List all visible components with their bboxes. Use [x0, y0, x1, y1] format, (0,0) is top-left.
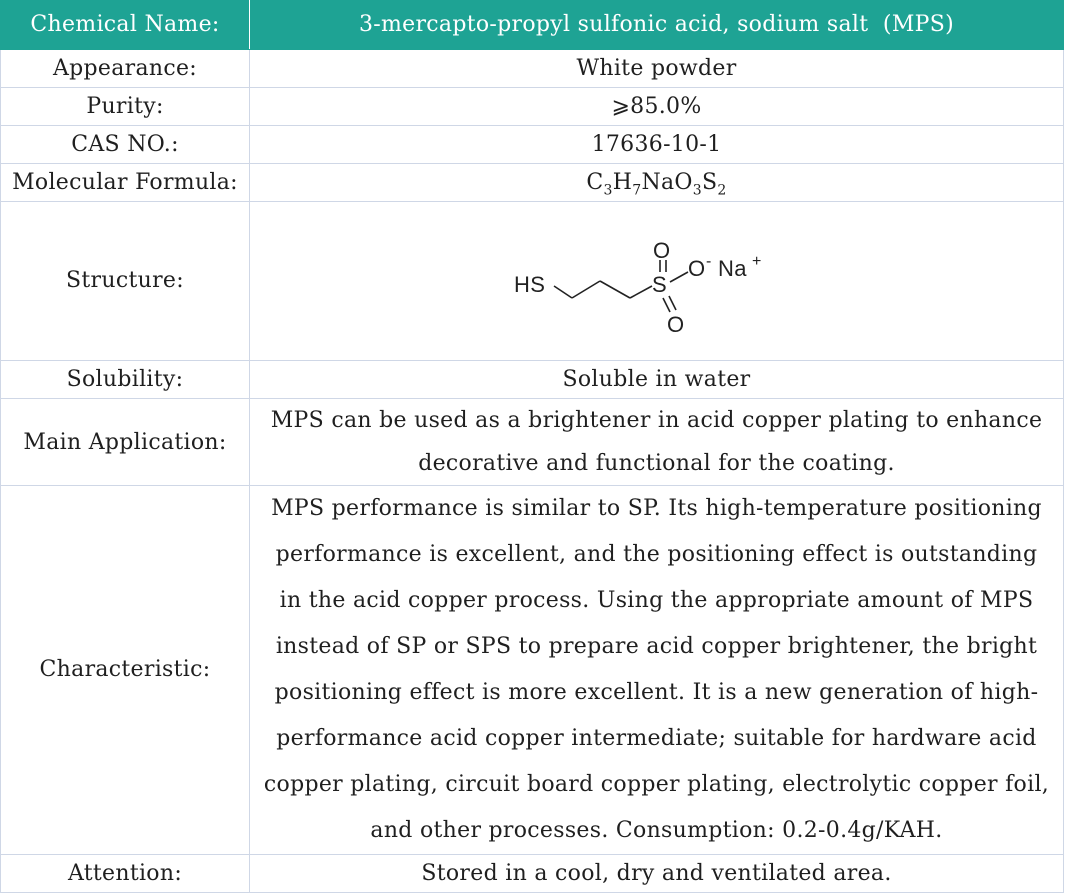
characteristic-line: and other processes. Consumption: 0.2-0.4g/KAH.	[370, 818, 943, 843]
atom-s: S	[651, 272, 667, 297]
formula-row	[1, 164, 1064, 202]
purity-value: ⩾85.0%	[250, 88, 1064, 126]
application-row	[1, 399, 1064, 486]
charge-minus: -	[705, 253, 712, 270]
formula-s-count: 2	[717, 181, 727, 198]
cas-row	[1, 126, 1064, 164]
atom-o-bottom: O	[666, 312, 684, 336]
application-label: Main Application:	[1, 399, 250, 486]
formula-nao: NaO	[641, 169, 693, 195]
appearance-label: Appearance:	[1, 50, 250, 88]
characteristic-line: performance acid copper intermediate; suitable for hardware acid	[276, 726, 1037, 751]
formula-c-count: 3	[603, 181, 613, 198]
formula-c: C	[586, 169, 604, 195]
atom-o-anion: O	[687, 256, 705, 281]
solubility-label: Solubility:	[1, 361, 250, 399]
cas-value: 17636-10-1	[250, 126, 1064, 164]
application-value	[250, 399, 1064, 486]
attention-row	[1, 855, 1064, 893]
atom-o-top: O	[652, 238, 670, 263]
structure-value	[250, 202, 1064, 361]
characteristic-line: instead of SP or SPS to prepare acid copper brightener, the bright	[275, 634, 1038, 659]
attention-label: Attention:	[1, 855, 250, 893]
header-row	[1, 1, 1064, 50]
characteristic-value	[250, 486, 1064, 855]
purity-row	[1, 88, 1064, 126]
characteristic-line: positioning effect is more excellent. It is a new generation of high-	[274, 680, 1039, 705]
appearance-row	[1, 50, 1064, 88]
application-line-1: MPS can be used as a brightener in acid copper plating to enhance	[270, 408, 1043, 433]
structure-label: Structure:	[1, 202, 250, 361]
purity-label: Purity:	[1, 88, 250, 126]
structure-row	[1, 202, 1064, 361]
formula-h: H	[612, 169, 633, 195]
characteristic-line: MPS performance is similar to SP. Its high-temperature positioning	[271, 496, 1042, 521]
formula-s: S	[702, 169, 718, 195]
characteristic-line: copper plating, circuit board copper plating, electrolytic copper foil,	[263, 772, 1050, 797]
attention-value: Stored in a cool, dry and ventilated area.	[250, 855, 1064, 893]
formula-h-count: 7	[632, 181, 642, 198]
chemical-name-value: 3-mercapto-propyl sulfonic acid, sodium salt (MPS)	[250, 1, 1064, 50]
charge-plus: +	[751, 253, 762, 270]
characteristic-row	[1, 486, 1064, 855]
solubility-row	[1, 361, 1064, 399]
characteristic-line: performance is excellent, and the positioning effect is outstanding	[275, 542, 1038, 567]
atom-na: Na	[717, 256, 747, 281]
characteristic-line: in the acid copper process. Using the appropriate amount of MPS	[279, 588, 1034, 613]
appearance-value: White powder	[250, 50, 1064, 88]
formula-o-count: 3	[692, 181, 702, 198]
formula-label: Molecular Formula:	[1, 164, 250, 202]
solubility-value: Soluble in water	[250, 361, 1064, 399]
atom-hs: HS	[513, 272, 545, 297]
cas-label: CAS NO.:	[1, 126, 250, 164]
mps-structure-diagram	[492, 226, 822, 336]
formula-value	[250, 164, 1064, 202]
chemical-name-label: Chemical Name:	[1, 1, 250, 50]
characteristic-label: Characteristic:	[1, 486, 250, 855]
application-line-2: decorative and functional for the coating.	[418, 451, 895, 476]
